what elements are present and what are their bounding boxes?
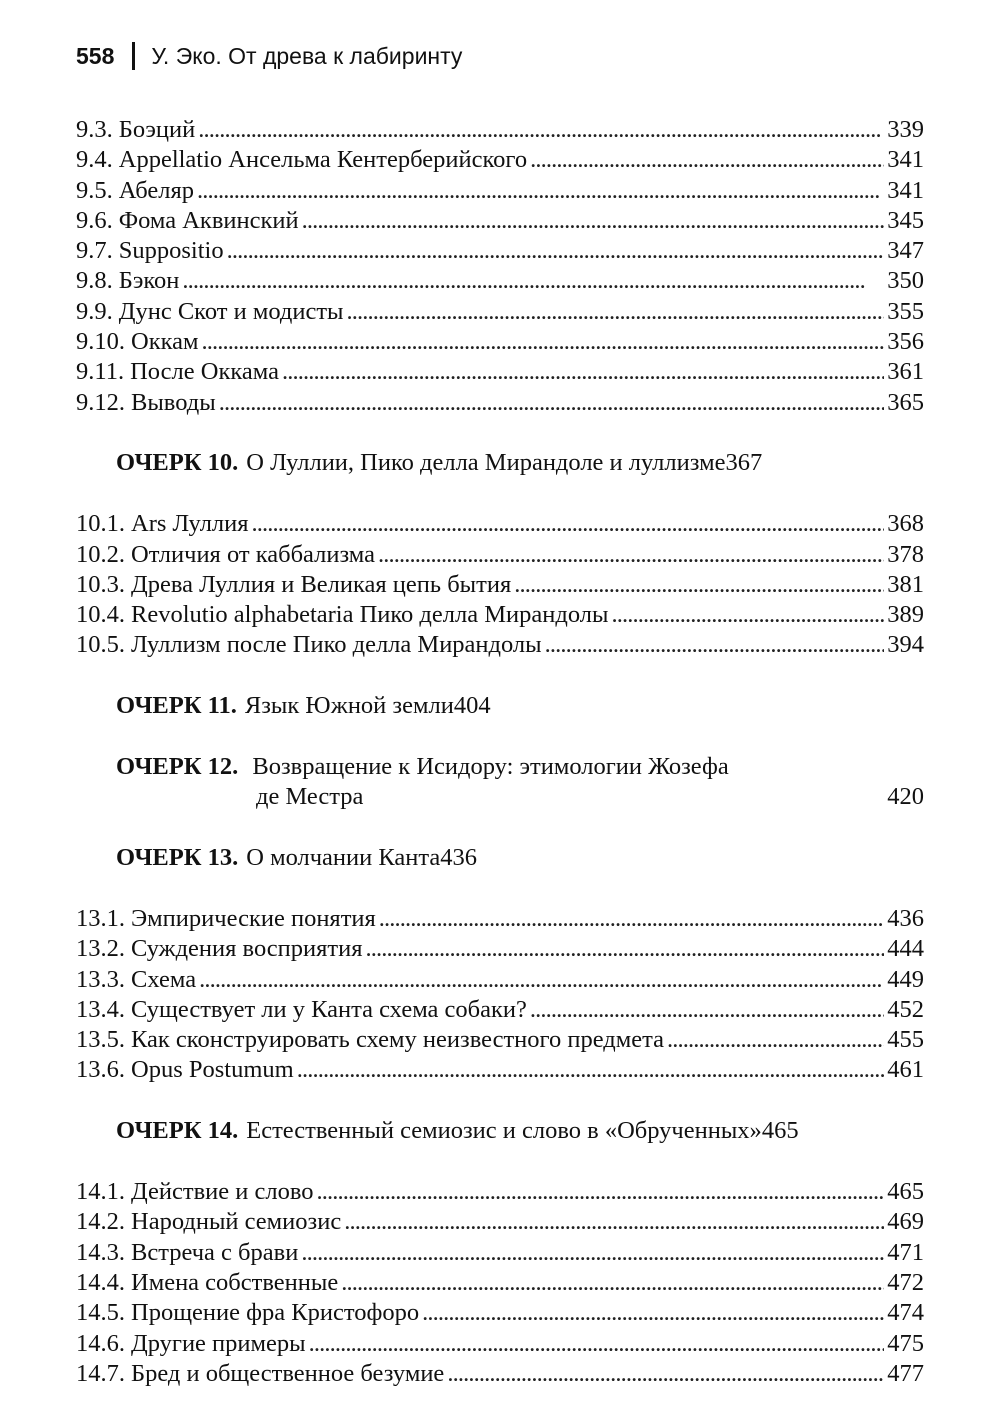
entry-title: Appellatio Ансельма Кентерберийского: [118, 146, 528, 174]
page-ref: 455: [887, 1026, 924, 1054]
page-ref: 368: [887, 510, 924, 538]
entry-title: Как сконструировать схему неизвестного предмета: [131, 1026, 664, 1054]
entry-title: Бэкон: [118, 267, 180, 295]
leader-dots: [530, 996, 884, 1024]
header-divider: [132, 42, 135, 70]
entry-number: 13.2.: [76, 935, 125, 963]
entry-title: Встреча с брави: [131, 1238, 299, 1266]
entry-title: Суждения восприятия: [131, 935, 363, 963]
leader-dots: [667, 1026, 884, 1054]
page-ref: 361: [887, 358, 924, 386]
leader-dots: [202, 328, 885, 356]
entry-title: Существует ли у Канта схема собаки?: [131, 995, 527, 1023]
toc-entry: [76, 358, 924, 388]
entry-number: 13.3.: [76, 965, 125, 993]
page-ref: 365: [887, 388, 924, 416]
leader-dots: [422, 1299, 884, 1327]
leader-dots: [366, 935, 885, 963]
page-ref: 471: [887, 1238, 924, 1266]
leader-dots: [301, 1239, 884, 1267]
entry-number: 10.3.: [76, 570, 125, 598]
toc-entry: [76, 146, 924, 176]
page-ref: 469: [887, 1208, 924, 1236]
toc-entry: [76, 267, 924, 297]
entry-number: 13.5.: [76, 1026, 125, 1054]
page-ref: 449: [887, 965, 924, 993]
page-ref: 394: [887, 631, 924, 659]
leader-dots: [197, 177, 884, 205]
entry-number: 9.9.: [76, 297, 113, 325]
leader-dots: [252, 510, 885, 538]
leader-dots: [302, 207, 885, 235]
toc-entry: [76, 1026, 924, 1056]
toc-essay-14: [76, 1117, 924, 1147]
leader-dots: [199, 966, 884, 994]
leader-dots: [344, 1208, 884, 1236]
entry-title: Боэций: [118, 116, 196, 143]
toc-entry: [76, 935, 924, 965]
leader-dots: [379, 905, 884, 933]
toc-entry: [76, 1178, 924, 1208]
leader-dots: [514, 571, 884, 599]
leader-dots: [347, 298, 885, 326]
essay-label: ОЧЕРК 10.: [116, 449, 239, 477]
entry-number: 14.7.: [76, 1359, 125, 1387]
toc-entry: [76, 1208, 924, 1238]
entry-number: 9.11.: [76, 358, 125, 386]
leader-dots: [611, 601, 884, 629]
leader-dots: [545, 631, 885, 659]
essay-title: Язык Южной земли: [244, 692, 454, 720]
toc-entry: [76, 631, 924, 661]
page-ref: 355: [887, 297, 924, 325]
entry-number: 9.3.: [76, 116, 113, 143]
page-ref: 381: [887, 570, 924, 598]
entry-number: 14.3.: [76, 1238, 125, 1266]
toc-entry: [76, 601, 924, 631]
entry-title: Прощение фра Кристофоро: [131, 1299, 420, 1327]
entry-number: 9.8.: [76, 267, 113, 295]
toc-entry: [76, 1299, 924, 1329]
entry-number: 14.5.: [76, 1299, 125, 1327]
page-ref: 378: [887, 540, 924, 568]
entry-number: 9.10.: [76, 328, 125, 356]
page-ref: 420: [887, 783, 924, 811]
essay-label: ОЧЕРК 13.: [116, 844, 239, 872]
leader-dots: [447, 1360, 884, 1388]
page-ref: 404: [453, 692, 491, 720]
leader-dots: [219, 389, 885, 417]
entry-number: 9.12.: [76, 388, 125, 416]
toc-entry: [76, 237, 924, 267]
running-header: [76, 36, 462, 76]
entry-title: Оккам: [131, 328, 199, 356]
leader-dots: [227, 237, 885, 265]
toc-entry: [76, 541, 924, 571]
toc-group-10: [76, 510, 924, 661]
leader-dots: [378, 541, 884, 569]
page-ref: 477: [887, 1359, 924, 1387]
toc-essay-11: [76, 692, 924, 722]
toc-entry: [76, 966, 924, 996]
entry-title: Другие примеры: [131, 1329, 306, 1357]
entry-number: 9.4.: [76, 146, 113, 174]
page-ref: 436: [440, 844, 478, 872]
essay-title: О молчании Канта: [246, 844, 441, 872]
essay-title: Естественный семиозис и слово в «Обрученных»: [246, 1117, 762, 1145]
leader-dots: [198, 116, 884, 144]
page-ref: 341: [887, 176, 924, 204]
toc-entry: [76, 207, 924, 237]
entry-title: Абеляр: [118, 176, 194, 204]
toc-entry: [76, 1360, 924, 1390]
essay-label: ОЧЕРК 11.: [116, 692, 237, 720]
entry-title: Дунс Скот и модисты: [118, 297, 344, 325]
essay-title-line1: Возвращение к Исидору: этимологии Жозефа: [252, 753, 729, 781]
leader-dots: [182, 267, 884, 295]
page-number: 558: [76, 42, 115, 69]
entry-title: Revolutio alphabetaria Пико делла Мирандолы: [131, 601, 609, 629]
toc-entry: [76, 177, 924, 207]
entry-number: 9.6.: [76, 206, 113, 234]
entry-title: Ars Луллия: [131, 510, 249, 538]
entry-number: 13.1.: [76, 904, 125, 932]
entry-number: 13.6.: [76, 1056, 125, 1084]
spacer: [76, 662, 924, 693]
toc-entry: [76, 1269, 924, 1299]
essay-label: ОЧЕРК 12.: [116, 753, 239, 781]
leader-dots: [297, 1056, 885, 1084]
toc-essay-10: [76, 449, 924, 479]
entry-title: Схема: [131, 965, 197, 993]
toc-entry: [76, 510, 924, 540]
toc-entry: [76, 1239, 924, 1269]
entry-title: Имена собственные: [131, 1268, 339, 1296]
toc-entry: [76, 1056, 924, 1086]
page-ref: 475: [887, 1329, 924, 1357]
page-ref: 341: [887, 146, 924, 174]
entry-number: 10.4.: [76, 601, 125, 629]
entry-title: Народный семиозис: [131, 1208, 342, 1236]
page-ref: 347: [887, 237, 924, 265]
toc-entry: [76, 116, 924, 146]
entry-number: 10.5.: [76, 631, 125, 659]
entry-title: Выводы: [131, 388, 216, 416]
leader-dots: [282, 358, 884, 386]
entry-number: 9.5.: [76, 176, 113, 204]
spacer: [76, 1087, 924, 1118]
running-title: У. Эко. От древа к лабиринту: [151, 42, 463, 69]
page-ref: 444: [887, 935, 924, 963]
entry-number: 14.2.: [76, 1208, 125, 1236]
toc-entry: [76, 389, 924, 419]
spacer: [76, 874, 924, 905]
essay-title: О Луллии, Пико делла Мирандоле и луллизме: [246, 449, 726, 477]
page-ref: 345: [887, 206, 924, 234]
entry-number: 14.1.: [76, 1178, 125, 1206]
toc-entry: [76, 298, 924, 328]
toc-group-13: [76, 905, 924, 1087]
essay-label: ОЧЕРК 14.: [116, 1117, 239, 1145]
page-ref: 350: [887, 267, 924, 295]
toc-group-9: [76, 116, 924, 419]
spacer: [76, 1148, 924, 1179]
toc-essay-13: [76, 844, 924, 874]
entry-title: Opus Postumum: [131, 1056, 294, 1084]
entry-title: Луллизм после Пико делла Мирандолы: [131, 631, 542, 659]
entry-title: Фома Аквинский: [118, 206, 299, 234]
entry-title: Действие и слово: [131, 1178, 314, 1206]
entry-number: 14.4.: [76, 1268, 125, 1296]
leader-dots: [317, 1178, 885, 1206]
entry-number: 13.4.: [76, 995, 125, 1023]
page-ref: 461: [887, 1056, 924, 1084]
toc-entry: [76, 1330, 924, 1360]
entry-number: 14.6.: [76, 1329, 125, 1357]
entry-number: 10.1.: [76, 510, 125, 538]
toc-essay-12: [76, 753, 924, 814]
entry-title: Suppositio: [118, 237, 224, 265]
entry-number: 10.2.: [76, 540, 125, 568]
toc-entry: [76, 996, 924, 1026]
leader-dots: [530, 146, 884, 174]
leader-dots: [309, 1330, 885, 1358]
entry-title: Эмпирические понятия: [131, 904, 376, 932]
page-ref: 367: [725, 449, 763, 477]
entry-title: Отличия от каббализма: [131, 540, 376, 568]
page-ref: 452: [887, 995, 924, 1023]
page-ref: 389: [887, 601, 924, 629]
toc-entry: [76, 328, 924, 358]
spacer: [76, 723, 924, 754]
spacer: [76, 480, 924, 511]
page-ref: 465: [761, 1117, 799, 1145]
page-ref: 472: [887, 1268, 924, 1296]
page-ref: 339: [887, 116, 924, 143]
essay-title-line2: де Местра: [256, 783, 364, 811]
entry-title: Бред и общественное безумие: [131, 1359, 445, 1387]
leader-dots: [341, 1269, 884, 1297]
page-ref: 436: [887, 904, 924, 932]
toc-group-14: [76, 1178, 924, 1390]
page-ref: 474: [887, 1299, 924, 1327]
page-ref: 465: [887, 1178, 924, 1206]
entry-number: 9.7.: [76, 237, 113, 265]
entry-title: После Оккама: [130, 358, 279, 386]
spacer: [76, 814, 924, 845]
page-ref: 356: [887, 328, 924, 356]
toc-entry: [76, 571, 924, 601]
entry-title: Древа Луллия и Великая цепь бытия: [131, 570, 512, 598]
spacer: [76, 419, 924, 450]
table-of-contents: [76, 116, 924, 1390]
toc-entry: [76, 905, 924, 935]
